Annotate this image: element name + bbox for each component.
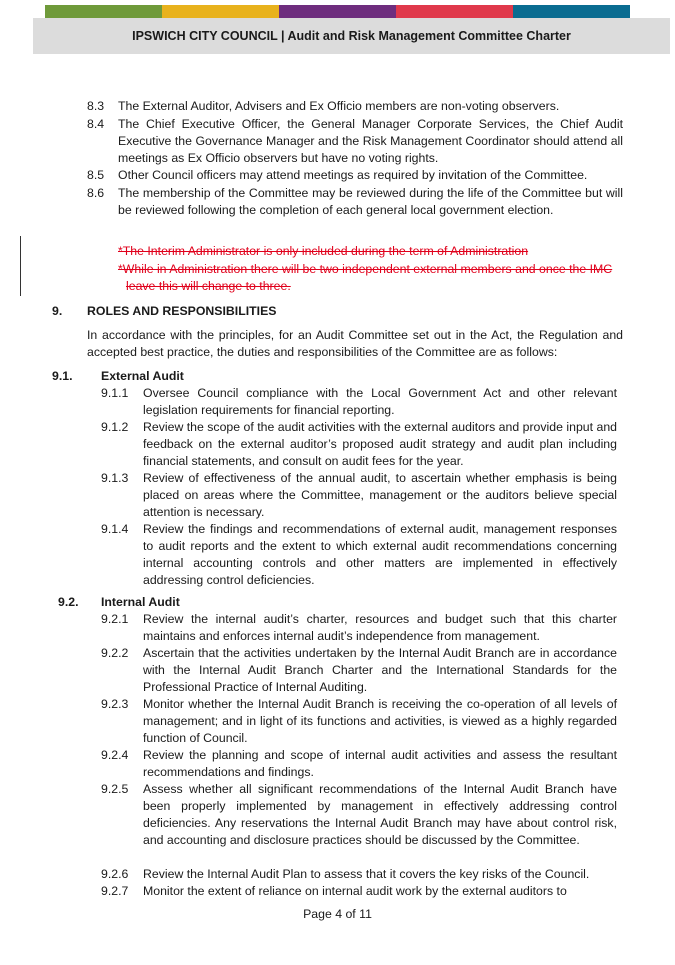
struck-note-interim-administrator: *The Interim Administrator is only included during the term of Administration	[118, 244, 529, 258]
subsection-title: Internal Audit	[101, 595, 180, 609]
item-number: 9.2.3	[101, 697, 129, 711]
item-text: Review the findings and recommendations of external audit, management responses to audit reports and the extent to which external audit recommendations concerning internal accounting controls and other matters are implemented in effectively addressing control deficiencies.	[143, 522, 617, 587]
color-segment-green	[45, 5, 162, 18]
item-text: Review the Internal Audit Plan to assess that it covers the key risks of the Council.	[143, 867, 590, 881]
header-title: IPSWICH CITY COUNCIL | Audit and Risk Management Committee Charter	[132, 29, 571, 43]
item-number: 8.5	[87, 168, 105, 182]
item-text: Assess whether all significant recommendations of the Internal Audit Branch have been properly implemented by management in effectively addressing control deficiencies. Any reservations the Internal Audit Branch may have about control risk, and accounting and disclosure practices should be discussed by the Committee.	[143, 782, 617, 847]
struck-note-independent-members	[118, 261, 628, 295]
item-number: 8.4	[87, 117, 105, 131]
revision-change-bar	[20, 236, 21, 296]
page-number: Page 4 of 11	[303, 907, 372, 921]
item-text: Review the internal audit’s charter, resources and budget such that this charter maintains and enforces internal audit’s independence from management.	[143, 612, 617, 643]
section-intro: In accordance with the principles, for an Audit Committee set out in the Act, the Regulation and accepted best practice, the duties and responsibilities of the Committee are as follows:	[87, 328, 623, 359]
item-number: 9.2.1	[101, 612, 129, 626]
item-text: Monitor whether the Internal Audit Branch is receiving the co-operation of all levels of management; and in light of its functions and activities, is viewed as a highly regarded function of Council.	[143, 697, 617, 745]
section-number: 9.	[52, 304, 63, 318]
item-text: Review the scope of the audit activities with the external auditors and provide input and feedback on the external auditor’s proposed audit strategy and audit plan including financial statements, and consult on audit fees for the year.	[143, 420, 617, 468]
page-header	[33, 18, 670, 54]
subsection-number: 9.2.	[58, 595, 79, 609]
item-number: 9.2.6	[101, 867, 129, 881]
subsection-number: 9.1.	[52, 369, 73, 383]
header-color-strip	[45, 5, 630, 18]
item-number: 8.6	[87, 186, 105, 200]
item-text: Review the planning and scope of internal audit activities and assess the resultant recommendations and findings.	[143, 748, 617, 779]
item-number: 9.2.2	[101, 646, 129, 660]
item-number: 9.1.4	[101, 522, 129, 536]
subsection-title: External Audit	[101, 369, 184, 383]
item-number: 9.1.2	[101, 420, 129, 434]
item-text: The membership of the Committee may be reviewed during the life of the Committee but will be reviewed following the completion of each general local government election.	[118, 186, 623, 217]
color-segment-yellow	[162, 5, 279, 18]
item-text: The External Auditor, Advisers and Ex Officio members are non-voting observers.	[118, 99, 560, 113]
color-segment-blue	[513, 5, 630, 18]
item-text: Oversee Council compliance with the Local Government Act and other relevant legislation requirements for financial reporting.	[143, 386, 617, 417]
item-number: 9.2.4	[101, 748, 129, 762]
item-number: 9.2.7	[101, 884, 129, 898]
item-number: 8.3	[87, 99, 105, 113]
item-text: Monitor the extent of reliance on internal audit work by the external auditors to	[143, 884, 567, 898]
item-text: Other Council officers may attend meetings as required by invitation of the Committee.	[118, 168, 588, 182]
section-title: ROLES AND RESPONSIBILITIES	[87, 304, 277, 318]
item-text: The Chief Executive Officer, the General Manager Corporate Services, the Chief Audit Executive the Governance Manager and the Risk Management Coordinator should attend all meetings as Ex Officio observers but have no voting rights.	[118, 117, 623, 165]
item-text: Ascertain that the activities undertaken by the Internal Audit Branch are in accordance with the Internal Audit Branch Charter and the International Standards for the Professional Practice of Internal Auditing.	[143, 646, 617, 694]
color-segment-red	[396, 5, 513, 18]
struck-note-text: *While in Administration there will be two independent external members and once the IMC leave this will change to three.	[118, 262, 613, 293]
item-number: 9.1.3	[101, 471, 129, 485]
color-segment-purple	[279, 5, 396, 18]
item-text: Review of effectiveness of the annual audit, to ascertain whether emphasis is being placed on areas where the Committee, management or the auditors believe special attention is necessary.	[143, 471, 617, 519]
item-number: 9.2.5	[101, 782, 129, 796]
item-number: 9.1.1	[101, 386, 129, 400]
